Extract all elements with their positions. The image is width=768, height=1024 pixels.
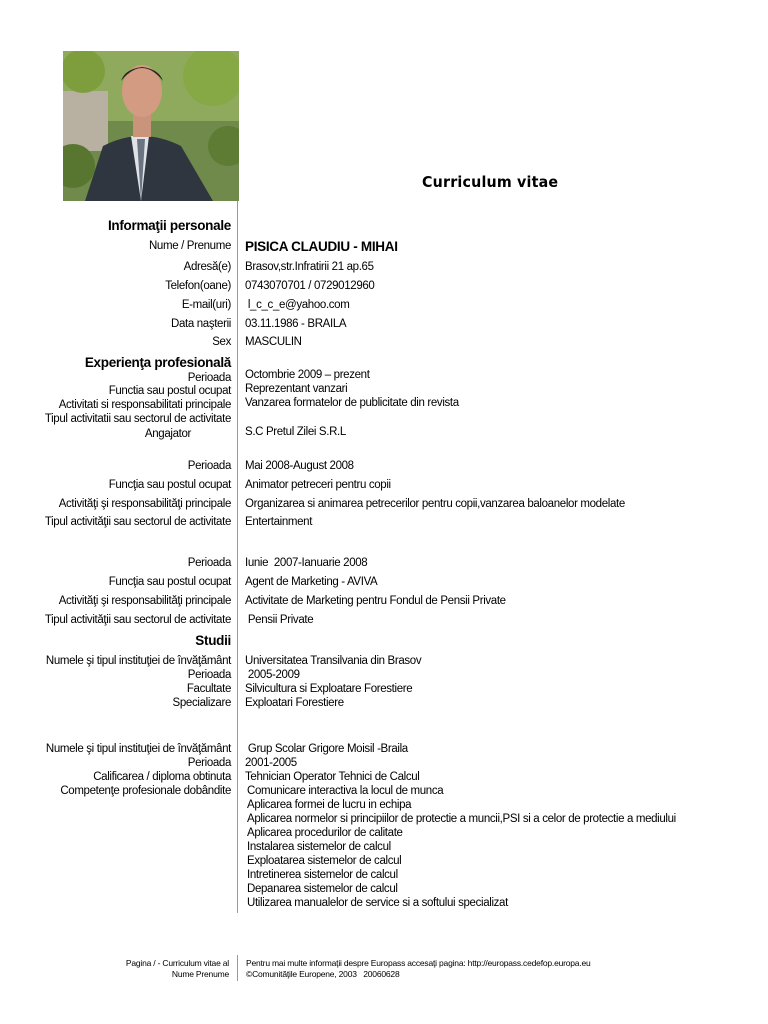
study1-value-faculty: Silvicultura si Exploatare Forestiere (245, 683, 413, 695)
study1-value-specialization: Exploatari Forestiere (245, 697, 344, 709)
profile-photo (63, 51, 239, 201)
job2-label-position: Funcţia sau postul ocupat (108, 479, 231, 491)
job3-label-period: Perioada (187, 557, 231, 569)
study2-label-period: Perioada (187, 757, 231, 769)
value-email: l_c_c_e@yahoo.com (245, 299, 350, 311)
job1-label-employer: Angajator (144, 428, 191, 440)
job1-label-sector: Tipul activitatii sau sectorul de activitate (44, 413, 231, 425)
study2-value-period: 2001-2005 (245, 757, 297, 769)
job1-label-activities: Activitati si responsabilitati principale (58, 399, 231, 411)
study1-label-institution: Numele şi tipul instituţiei de învăţământ (45, 655, 231, 667)
job1-value-position: Reprezentant vanzari (245, 383, 348, 395)
job3-value-activities: Activitate de Marketing pentru Fondul de Pensii Private (245, 595, 506, 607)
job3-label-activities: Activităţi şi responsabilităţi principale (58, 595, 231, 607)
competence-item: Aplicarea normelor si principiilor de protectie a muncii,PSI si a celor de protectie a mediului (247, 813, 676, 825)
job1-value-period: Octombrie 2009 – prezent (245, 369, 370, 381)
study1-label-specialization: Specializare (172, 697, 231, 709)
competence-item: Intretinerea sistemelor de calcul (247, 869, 398, 881)
profile-photo-image (63, 51, 239, 201)
job1-value-activities: Vanzarea formatelor de publicitate din revista (245, 397, 459, 409)
label-address: Adresă(e) (183, 261, 231, 273)
section-heading-studies: Studii (195, 633, 231, 648)
label-phone: Telefon(oane) (165, 280, 231, 292)
competence-item: Exploatarea sistemelor de calcul (247, 855, 402, 867)
cv-title: Curriculum vitae (422, 173, 559, 191)
section-heading-experience: Experienţa profesională (84, 355, 231, 370)
competence-item: Instalarea sistemelor de calcul (247, 841, 391, 853)
competence-item: Depanarea sistemelor de calcul (247, 883, 398, 895)
value-birthdate: 03.11.1986 - BRAILA (245, 318, 347, 330)
label-birthdate: Data naşterii (170, 318, 231, 330)
footer-copyright: ©Comunităţile Europene, 2003 20060628 (246, 969, 400, 979)
job2-value-sector: Entertainment (245, 516, 313, 528)
footer-divider (237, 955, 238, 981)
job2-label-sector: Tipul activităţii sau sectorul de activitate (44, 516, 231, 528)
label-sex: Sex (212, 336, 231, 348)
job2-value-position: Animator petreceri pentru copii (245, 479, 391, 491)
study2-label-competences: Competenţe profesionale dobândite (60, 785, 231, 797)
label-name: Nume / Prenume (148, 240, 231, 252)
job3-value-period: Iunie 2007-Ianuarie 2008 (245, 557, 368, 569)
study1-label-faculty: Facultate (186, 683, 231, 695)
footer-page-label: Pagina / - Curriculum vitae al (125, 958, 229, 968)
footer-europass-info: Pentru mai multe informaţii despre Europass accesaţi pagina: http://europass.cedefop.europa.eu (246, 958, 591, 968)
column-divider (237, 201, 238, 913)
value-name: PISICA CLAUDIU - MIHAI (245, 239, 398, 254)
label-email: E-mail(uri) (181, 299, 231, 311)
section-heading-personal: Informaţii personale (107, 218, 231, 233)
job3-value-sector: Pensii Private (245, 614, 314, 626)
competence-item: Comunicare interactiva la locul de munca (247, 785, 444, 797)
job1-label-position: Functia sau postul ocupat (108, 385, 231, 397)
competence-item: Utilizarea manualelor de service si a softului specializat (247, 897, 508, 909)
value-sex: MASCULIN (245, 336, 302, 348)
competence-item: Aplicarea procedurilor de calitate (247, 827, 403, 839)
competence-item: Aplicarea formei de lucru in echipa (247, 799, 412, 811)
study2-label-institution: Numele şi tipul instituţiei de învăţământ (45, 743, 231, 755)
job3-value-position: Agent de Marketing - AVIVA (245, 576, 378, 588)
job2-label-activities: Activităţi şi responsabilităţi principale (58, 498, 231, 510)
footer-name-label: Nume Prenume (171, 969, 229, 979)
study1-label-period: Perioada (187, 669, 231, 681)
job1-label-period: Perioada (187, 372, 231, 384)
study2-value-qualification: Tehnician Operator Tehnici de Calcul (245, 771, 420, 783)
study2-value-institution: Grup Scolar Grigore Moisil -Braila (245, 743, 408, 755)
study2-label-qualification: Calificarea / diploma obtinuta (93, 771, 231, 783)
job3-label-position: Funcţia sau postul ocupat (108, 576, 231, 588)
study1-value-period: 2005-2009 (245, 669, 300, 681)
value-address: Brasov,str.Infratirii 21 ap.65 (245, 261, 374, 273)
job2-value-activities: Organizarea si animarea petrecerilor pentru copii,vanzarea baloanelor modelate (245, 498, 625, 510)
job2-label-period: Perioada (187, 460, 231, 472)
job3-label-sector: Tipul activităţii sau sectorul de activitate (44, 614, 231, 626)
value-phone: 0743070701 / 0729012960 (245, 280, 375, 292)
job2-value-period: Mai 2008-August 2008 (245, 460, 354, 472)
job1-value-employer: S.C Pretul Zilei S.R.L (245, 426, 346, 438)
study1-value-institution: Universitatea Transilvania din Brasov (245, 655, 422, 667)
